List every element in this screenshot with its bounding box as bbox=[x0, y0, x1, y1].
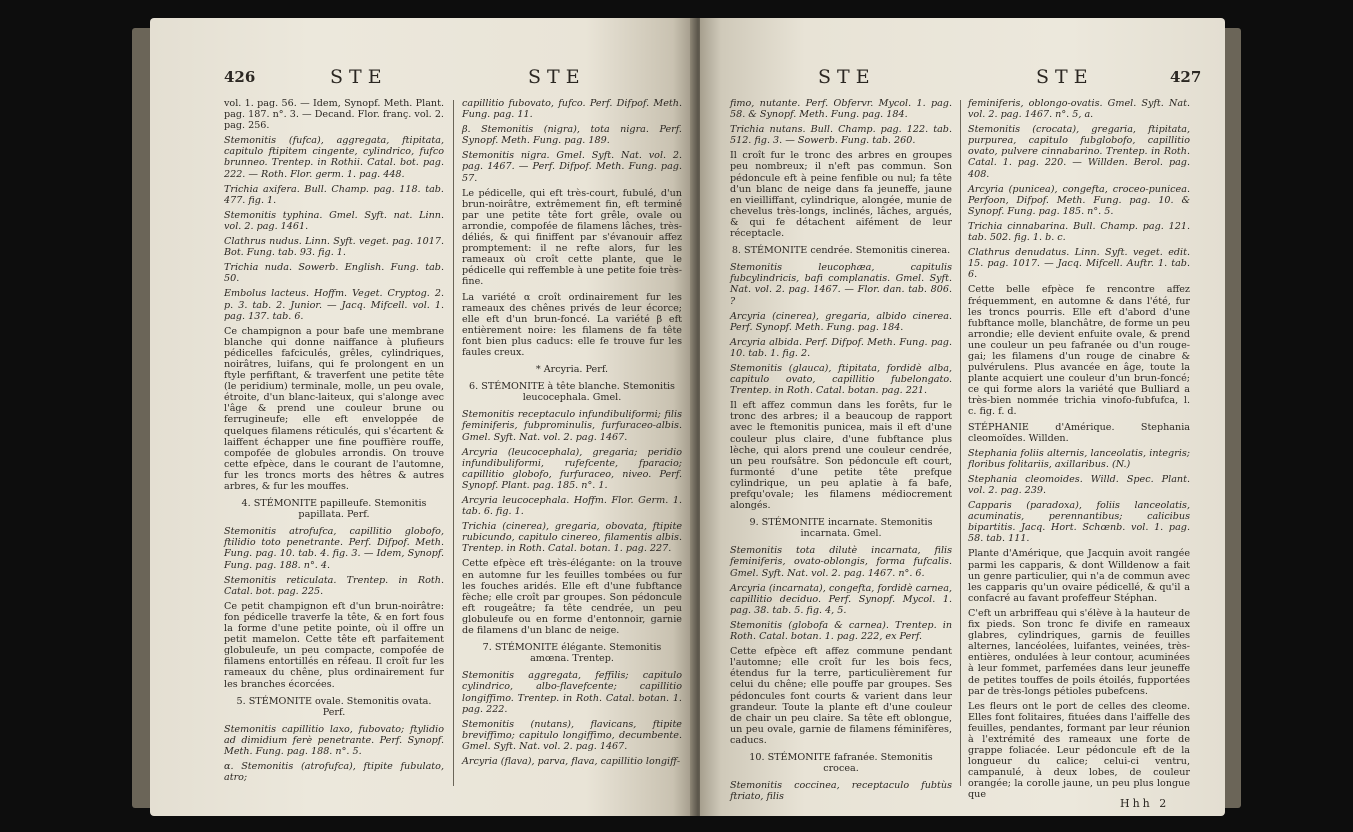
left-page bbox=[150, 18, 695, 816]
text-paragraph: Plante d'Amérique, que Jacquin avoit rangée parmi les capparis, & dont Willdenow a fait un genre particulier, qui n'a de commun avec les capparis qu'un ovaire pédicellé, & qu'il a confacré au favant profeffeur Stéphan. bbox=[968, 548, 1190, 604]
text-paragraph: Stemonitis tota dilutè incarnata, filis feminiferis, ovato-oblongis, forma fufcalis. Gmel. Syft. Nat. vol. 2. pag. 1467. n°. 6. bbox=[730, 545, 952, 579]
text-paragraph: Stemonitis capillitio laxo, fubovato; ftylidio ad dimidium ferè penetrante. Perf. Synopf. Meth. Fung. pag. 188. n°. 5. bbox=[224, 723, 444, 757]
text-paragraph: α. Stemonitis (atrofufca), ftipite fubulato, atro; bbox=[224, 761, 444, 784]
text-paragraph: Stemonitis (glauca), ftipitata, fordidè alba, capitulo ovato, capillitio fubelongato. Trentep. in Roth. Catal. botan. pag. 221. bbox=[730, 362, 952, 397]
column-rule bbox=[453, 100, 454, 786]
right-column-1 bbox=[730, 98, 952, 806]
left-column-1 bbox=[224, 98, 444, 787]
text-paragraph: Arcyria (cinerea), gregaria, albido cinerea. Perf. Synopf. Meth. Fung. pag. 184. bbox=[730, 310, 952, 333]
text-paragraph: Embolus lacteus. Hoffm. Veget. Cryptog. 2. p. 3. tab. 2. Junior. — Jacq. Mifcell. vol. 1. pag. 137. tab. 6. bbox=[224, 288, 444, 322]
text-paragraph: Ce petit champignon eft d'un brun-noirâtre: fon pédicelle traverfe la tête, & en fort fous la forme d'une petite pointe, où il offre un petit mamelon. Cette tête eft parfaitement globuleufe, un peu compacte, compofée de filamens entortillés en réfeau. Il croît fur les rameaux du chêne, plus ordinairement fur les branches écorcées. bbox=[224, 600, 444, 690]
text-paragraph: Cette belle efpèce fe rencontre affez fréquemment, en automne & dans l'été, fur les troncs pourris. Elle eft d'abord d'une fubftance molle, blanchâtre, de forme un peu arrondie; elle devient enfuite ovale, & prend une couleur un peu fafranée ou d'un rouge-gai; les filamens d'un rouge de cinabre & pulvérulens. Plus avancée en âge, toute la plante acquiert une couleur d'un brun-foncé; ce qui forme alors la variété que Bulliard a très-bien nommée trichia vinofo-fubfufca, l. c. fig. f. d. bbox=[968, 284, 1190, 418]
left-head-1: STE bbox=[330, 66, 388, 88]
text-paragraph: 7. STÉMONITE élégante. Stemonitis amœna. Trentep. bbox=[482, 642, 662, 665]
text-paragraph: * Arcyria. Perf. bbox=[535, 364, 609, 376]
text-paragraph: Capparis (paradoxa), foliis lanceolatis, acuminatis, perennantibus; calicibus bipartitis. Jacq. Hort. Schœnb. vol. 1. pag. 58. tab. 111. bbox=[968, 500, 1190, 545]
text-paragraph: 4. STÉMONITE papilleufe. Stemonitis papillata. Perf. bbox=[241, 498, 427, 521]
text-paragraph: 5. STÉMONITE ovale. Stemonitis ovata. Perf. bbox=[236, 695, 432, 718]
right-page-edge bbox=[1225, 28, 1241, 808]
text-paragraph: Arcyria (flava), parva, flava, capillitio longiff- bbox=[462, 755, 681, 767]
text-paragraph: Stemonitis aggregata, feffilis; capitulo cylindrico, albo-flavefcente; capillitio longiffimo. Trentep. in Roth. Catal. botan. 1. pag. 222. bbox=[462, 670, 682, 715]
text-paragraph: 10. STÉMONITE fafranée. Stemonitis crocea. bbox=[749, 751, 933, 775]
text-paragraph: Stemonitis reticulata. Trentep. in Roth. Catal. bot. pag. 225. bbox=[224, 574, 444, 597]
text-paragraph: Trichia axifera. Bull. Champ. pag. 118. tab. 477. fig. 1. bbox=[224, 183, 444, 206]
text-paragraph: fimo, nutante. Perf. Obfervr. Mycol. 1. pag. 58. & Synopf. Meth. Fung. pag. 184. bbox=[730, 98, 952, 121]
text-paragraph: Arcyria (leucocephala), gregaria; peridio infundibuliformi, rufefcente, fparacio; capillitio globofo, furfuraceo, niveo. Perf. Synopf. Plant. pag. 185. n°. 1. bbox=[462, 446, 682, 491]
text-paragraph: capillitio fubovato, fufco. Perf. Difpof. Meth. Fung. pag. 11. bbox=[462, 98, 682, 121]
text-paragraph: Le pédicelle, qui eft très-court, fubulé, d'un brun-noirâtre, extrêmement fin, eft terminé par une petite tête fort grêle, ovale ou arrondie, compofée de filamens lâches, très-déliés, & qui finiffent par s'évanouir affez promptement: il ne refte alors, fur les rameaux où croît cette plante, que le pédicelle qui reffemble à une petite foie très-fine. bbox=[462, 187, 682, 288]
text-paragraph: Ce champignon a pour bafe une membrane blanche qui donne naiffance à plufieurs pédicelles fafciculés, grêles, cylindriques, noirâtres, luifans, qui fe prolongent en un ftyle perfiftant, & traverfent une petite tête (le peridium) terminale, molle, un peu ovale, étroite, d'un blanc-laiteux, qui s'alonge avec l'âge & prend une couleur brune ou ferrugineufe; elle eft enveloppée de quelques filamens réticulés, qui s'écartent & laiffent échapper une fine pouffière rouffe, compofée de globules arrondis. On trouve cette efpèce, dans le courant de l'automne, fur les troncs morts des hêtres & autres arbres, & fur les mouffes. bbox=[224, 325, 444, 492]
text-paragraph: Trichia cinnabarina. Bull. Champ. pag. 121. tab. 502. fig. 1. b. c. bbox=[968, 220, 1190, 244]
text-paragraph: La variété α croît ordinairement fur les rameaux des chênes privés de leur écorce; elle eft d'un brun-foncé. La variété β eft entièrement noire: les filamens de fa tête font bien plus caducs: elle fe trouve fur les faules creux. bbox=[462, 291, 682, 358]
right-running-header bbox=[700, 66, 1225, 92]
text-paragraph: Stephania cleomoides. Willd. Spec. Plant. vol. 2. pag. 239. bbox=[968, 473, 1190, 496]
text-paragraph: Stemonitis (globofa & carnea). Trentep. in Roth. Catal. botan. 1. pag. 222, ex Perf. bbox=[730, 619, 952, 643]
text-paragraph: Trichia (cinerea), gregaria, obovata, ftipite rubicundo, capitulo cinereo, filamentis albis. Trentep. in Roth. Catal. botan. 1. pag. 227. bbox=[462, 521, 682, 555]
text-paragraph: 6. STÉMONITE à tête blanche. Stemonitis leucocephala. Gmel. bbox=[469, 381, 675, 404]
text-paragraph: vol. 1. pag. 56. — Idem, Synopf. Meth. Plant. pag. 187. n°. 3. — Decand. Flor. franç. vol. 2. pag. 256. bbox=[224, 98, 444, 132]
text-paragraph: C'eft un arbriffeau qui s'élève à la hauteur de fix pieds. Son tronc fe divife en rameaux glabres, cylindriques, garnis de feuilles alternes, lancéolées, luifantes, veinées, très-entières, ondulées à leur contour, acuminées à leur fommet, parfemées dans leur jeuneffe de petites touffes de poils étoilés, fupportées par de très-longs pétioles pubefcens. bbox=[968, 607, 1190, 697]
text-paragraph: Stemonitis coccinea, receptaculo fubtùs ftriato, filis bbox=[730, 780, 952, 803]
right-column-2 bbox=[968, 98, 1190, 805]
text-paragraph: Stemonitis leucophæa, capitulis fubcylindricis, bafi complanatis. Gmel. Syft. Nat. vol. 2. pag. 1467. — Flor. dan. tab. 806. ? bbox=[730, 262, 952, 307]
left-page-edge bbox=[132, 28, 150, 808]
text-paragraph: Cette efpèce eft très-élégante: on la trouve en automne fur les feuilles tombées ou fur les fouches aridés. Elle eft d'une fubftance fèche; elle croît par groupes. Son pédoncule eft rougeâtre; fa tête cendrée, un peu globuleufe ou en forme d'entonnoir, garnie de filamens d'un blanc de neige. bbox=[462, 558, 682, 637]
text-paragraph: Trichia nuda. Sowerb. English. Fung. tab. 50. bbox=[224, 262, 444, 285]
text-paragraph: Stemonitis (crocata), gregaria, ftipitata, purpurea, capitulo fubglobofo, capillitio ovato, pulvere cinnabarino. Trentep. in Roth. Catal. 1. pag. 220. — Willden. Berol. pag. 408. bbox=[968, 124, 1190, 180]
text-paragraph: β. Stemonitis (nigra), tota nigra. Perf. Synopf. Meth. Fung. pag. 189. bbox=[462, 124, 682, 147]
right-head-1: STE bbox=[818, 66, 876, 88]
text-paragraph: Il eft affez commun dans les forêts, fur le tronc des arbres; il a beaucoup de rapport avec le ftemonitis punicea, mais il eft d'une couleur plus claire, d'une fubftance plus lèche, qui alors prend une couleur cendrée, un peu roufsâtre. Son pédoncule eft court, furmonté d'une petite tête prefque cylindrique, un peu aplatie à fa bafe, prefqu'ovale; les filamens médiocrement alongés. bbox=[730, 400, 952, 512]
text-paragraph: Les fleurs ont le port de celles des cleome. Elles font folitaires, fituées dans l'aiffelle des feuilles, pendantes, formant par leur réunion à l'extrémité des rameaux une forte de grappe foliacée. Leur pédoncule eft de la longueur du calice; celui-ci ventru, campanulé, à deux lobes, de couleur orangée; la corolle jaune, un peu plus longue que bbox=[968, 700, 1190, 801]
text-paragraph: STÉPHANIE d'Amérique. Stephania cleomoïdes. Willden. bbox=[968, 421, 1190, 444]
left-folio: 426 bbox=[224, 68, 256, 86]
text-paragraph: Arcyria leucocephala. Hoffm. Flor. Germ. 1. tab. 6. fig. 1. bbox=[462, 495, 682, 518]
text-paragraph: Arcyria albida. Perf. Difpof. Meth. Fung. pag. 10. tab. 1. fig. 2. bbox=[730, 336, 952, 359]
text-paragraph: Clathrus nudus. Linn. Syft. veget. pag. 1017. Bot. Fung. tab. 93. fig. 1. bbox=[224, 236, 444, 259]
right-head-2: STE bbox=[1036, 66, 1094, 88]
text-paragraph: Cette efpèce eft affez commune pendant l'automne; elle croît fur les bois fecs, étendus fur la terre, particulièrement fur celui du chêne; elle pouffe par groupes. Ses pédoncules font courts & varient dans leur grandeur. Toute la plante eft d'une couleur de chair un peu claire. Sa tête eft oblongue, un peu ovale, garnie de filamens féminifères, caducs. bbox=[730, 646, 952, 746]
text-paragraph: Stemonitis atrofufca, capillitio globofo, ftilidio toto penetrante. Perf. Difpof. Meth. Fung. pag. 10. tab. 4. fig. 3. — Idem, Synopf. Fung. pag. 188. n°. 4. bbox=[224, 526, 444, 571]
text-paragraph: 8. STÉMONITE cendrée. Stemonitis cinerea. bbox=[731, 245, 951, 257]
text-paragraph: Arcyria (punicea), congefta, croceo-punicea. Perfoon, Difpof. Meth. Fung. pag. 10. & Synopf. Fung. pag. 185. n°. 5. bbox=[968, 183, 1190, 217]
text-paragraph: Arcyria (incarnata), congefta, fordidè carnea, capillitio deciduo. Perf. Synopf. Mycol. 1. pag. 38. tab. 5. fig. 4, 5. bbox=[730, 582, 952, 616]
text-paragraph: Trichia nutans. Bull. Champ. pag. 122. tab. 512. fig. 3. — Sowerb. Fung. tab. 260. bbox=[730, 124, 952, 147]
left-running-header bbox=[150, 66, 695, 92]
text-paragraph: feminiferis, oblongo-ovatis. Gmel. Syft. Nat. vol. 2. pag. 1467. n°. 5, a. bbox=[968, 98, 1190, 121]
text-paragraph: Stemonitis receptaculo infundibuliformi; filis feminiferis, fubprominulis, furfuraceo-albis. Gmel. Syft. Nat. vol. 2. pag. 1467. bbox=[462, 409, 682, 443]
text-paragraph: Stephania foliis alternis, lanceolatis, integris; floribus folitariis, axillaribus. (N.) bbox=[968, 447, 1190, 470]
signature-mark: Hhh 2 bbox=[1120, 797, 1170, 810]
text-paragraph: 9. STÉMONITE incarnate. Stemonitis incarnata. Gmel. bbox=[749, 517, 933, 540]
text-paragraph: Clathrus denudatus. Linn. Syft. veget. edit. 15. pag. 1017. — Jacq. Mifcell. Auftr. 1. tab. 6. bbox=[968, 247, 1190, 281]
text-paragraph: Stemonitis nigra. Gmel. Syft. Nat. vol. 2. pag. 1467. — Perf. Difpof. Meth. Fung. pag. 57. bbox=[462, 150, 682, 184]
column-rule bbox=[960, 100, 961, 786]
left-column-2 bbox=[462, 98, 682, 771]
right-page bbox=[700, 18, 1225, 816]
text-paragraph: Stemonitis (fufca), aggregata, ftipitata, capitulo ftipitem cingente, cylindrico, fufco brunneo. Trentep. in Rothii. Catal. bot. pag. 222. — Roth. Flor. germ. 1. pag. 448. bbox=[224, 135, 444, 180]
right-folio: 427 bbox=[1170, 68, 1202, 86]
text-paragraph: Stemonitis (nutans), flavicans, ftipite breviffimo; capitulo longiffimo, decumbente. Gmel. Syft. Nat. vol. 2. pag. 1467. bbox=[462, 718, 682, 752]
text-paragraph: Stemonitis typhina. Gmel. Syft. nat. Linn. vol. 2. pag. 1461. bbox=[224, 209, 444, 232]
left-head-2: STE bbox=[528, 66, 586, 88]
text-paragraph: Il croît fur le tronc des arbres en groupes peu nombreux; il n'eft pas commun. Son pédoncule eft à peine fenfible ou nul; fa tête d'un blanc de neige dans fa jeuneffe, jaune en vieilliffant, cylindrique, alongée, munie de chevelus très-longs, inclinés, lâches, argués, & qui fe détachent aifément de leur réceptacle. bbox=[730, 150, 952, 240]
